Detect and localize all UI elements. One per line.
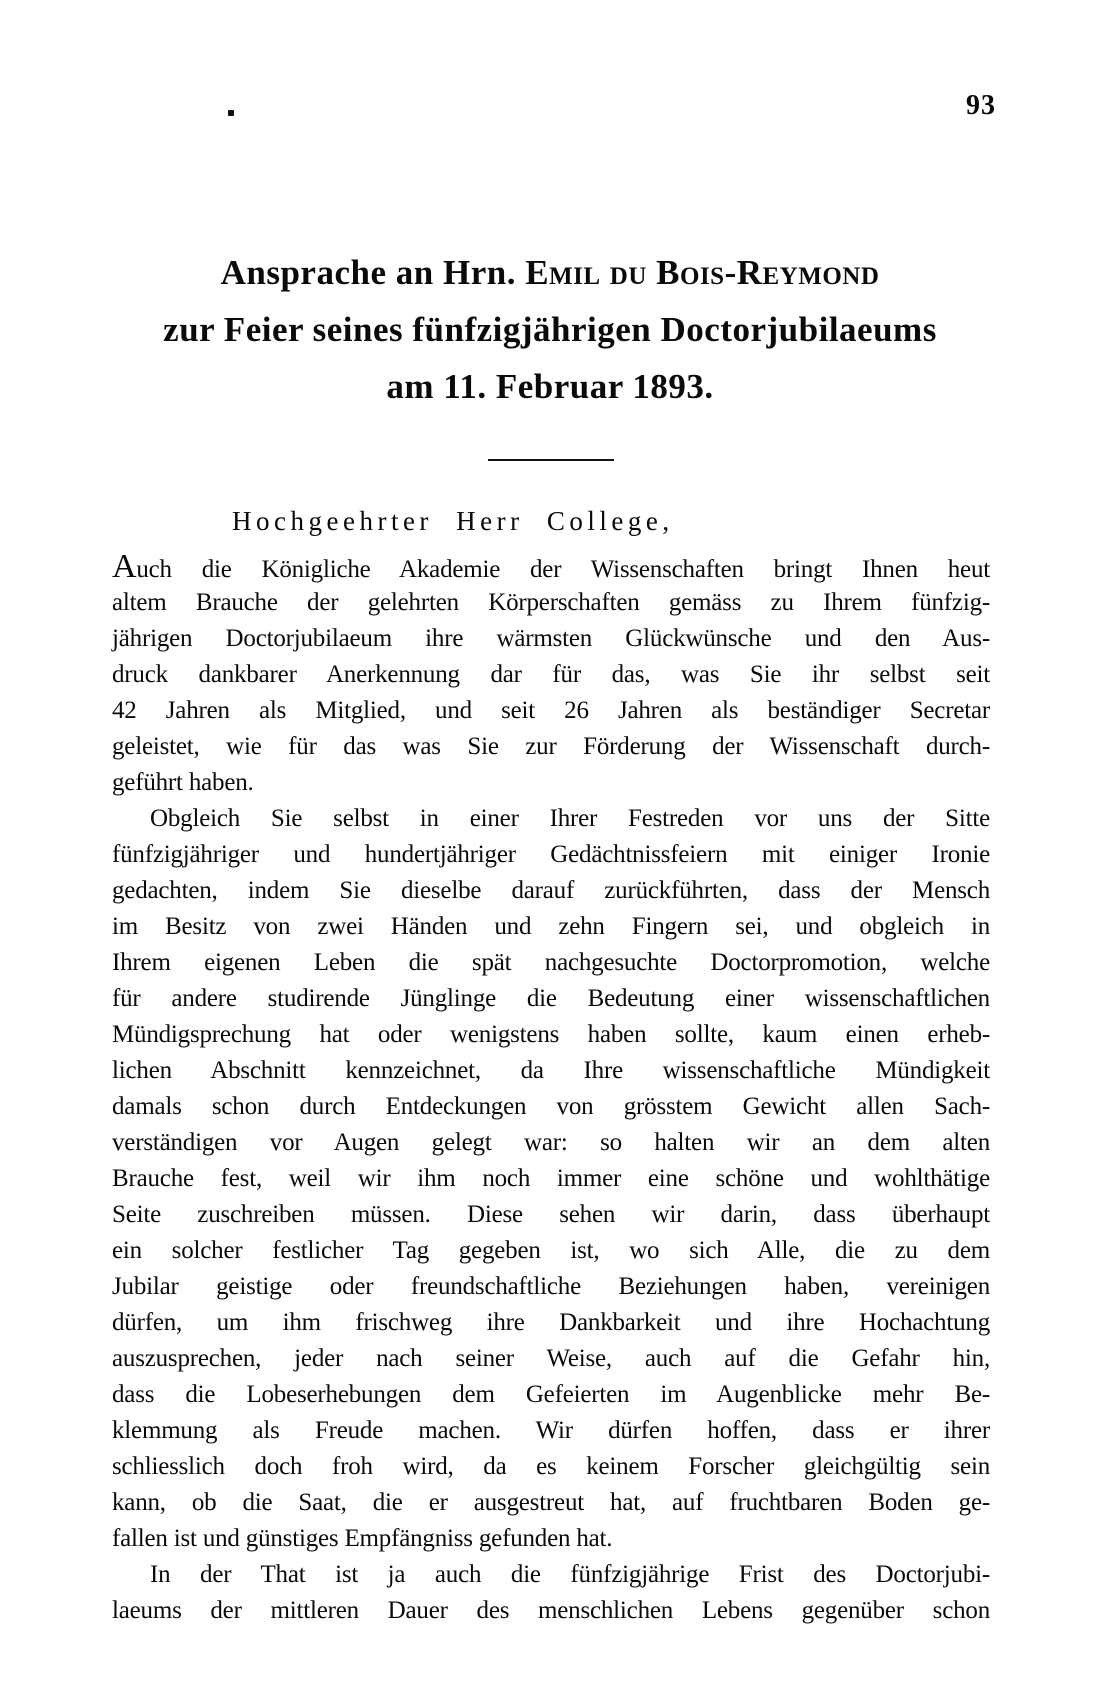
text-line: damals schon durch Entdeckungen von grösstem Gewicht allen Sach- bbox=[112, 1093, 990, 1120]
text-line bbox=[112, 549, 990, 585]
text-line: Obgleich Sie selbst in einer Ihrer Festreden vor uns der Sitte bbox=[150, 805, 990, 832]
text-line: gedachten, indem Sie dieselbe darauf zurückführten, dass der Mensch bbox=[112, 877, 990, 904]
text-line: fünfzigjähriger und hundertjähriger Gedächtnissfeiern mit einiger Ironie bbox=[112, 841, 990, 868]
text-line: dass die Lobeserhebungen dem Gefeierten im Augenblicke mehr Be- bbox=[112, 1381, 990, 1408]
paragraph-2 bbox=[112, 801, 990, 1557]
text-line: geleistet, wie für das was Sie zur Förderung der Wissenschaft durch- bbox=[112, 733, 990, 760]
paragraph-1 bbox=[112, 549, 990, 801]
page-number: 93 bbox=[966, 90, 996, 121]
title-line-1 bbox=[0, 244, 1100, 301]
title-line-1-prefix: Ansprache an Hrn. bbox=[220, 253, 526, 292]
salutation: Hochgeehrter Herr College, bbox=[232, 506, 674, 536]
text-line: Ihrem eigenen Leben die spät nachgesuchte Doctorpromotion, welche bbox=[112, 949, 990, 976]
text-line: dürfen, um ihm frischweg ihre Dankbarkeit und ihre Hochachtung bbox=[112, 1309, 990, 1336]
text-line: altem Brauche der gelehrten Körperschaften gemäss zu Ihrem fünfzig- bbox=[112, 589, 990, 616]
text-line: für andere studirende Jünglinge die Bedeutung einer wissenschaftlichen bbox=[112, 985, 990, 1012]
text-line: 42 Jahren als Mitglied, und seit 26 Jahren als beständiger Secretar bbox=[112, 697, 990, 724]
text-line: Mündigsprechung hat oder wenigstens haben sollte, kaum einen erheb- bbox=[112, 1021, 990, 1048]
paragraph-3 bbox=[112, 1557, 990, 1629]
text-line: kann, ob die Saat, die er ausgestreut hat, auf fruchtbaren Boden ge- bbox=[112, 1489, 990, 1516]
text-line: Jubilar geistige oder freundschaftliche Beziehungen haben, vereinigen bbox=[112, 1273, 990, 1300]
text-line: druck dankbarer Anerkennung dar für das, was Sie ihr selbst seit bbox=[112, 661, 990, 688]
ink-speck-mark bbox=[228, 110, 234, 116]
text-line: auszusprechen, jeder nach seiner Weise, auch auf die Gefahr hin, bbox=[112, 1345, 990, 1372]
text-line: schliesslich doch froh wird, da es keinem Forscher gleichgültig sein bbox=[112, 1453, 990, 1480]
text-line: laeums der mittleren Dauer des menschlichen Lebens gegenüber schon bbox=[112, 1597, 990, 1624]
divider-rule bbox=[488, 459, 614, 461]
title-line-2: zur Feier seines fünfzigjährigen Doctorjubilaeums bbox=[163, 310, 937, 349]
text-line: ein solcher festlicher Tag gegeben ist, wo sich Alle, die zu dem bbox=[112, 1237, 990, 1264]
initial-capital: A bbox=[112, 548, 137, 585]
text-line: fallen ist und günstiges Empfängniss gefunden hat. bbox=[112, 1525, 613, 1552]
text-line-rest: uch die Königliche Akademie der Wissenschaften bringt Ihnen heut bbox=[136, 556, 990, 583]
text-line: jährigen Doctorjubilaeum ihre wärmsten Glückwünsche und den Aus- bbox=[112, 625, 990, 652]
text-line: klemmung als Freude machen. Wir dürfen hoffen, dass er ihrer bbox=[112, 1417, 990, 1444]
text-line: Brauche fest, weil wir ihm noch immer eine schöne und wohlthätige bbox=[112, 1165, 990, 1192]
title-line-1-name: Emil du Bois-Reymond bbox=[525, 253, 880, 292]
text-line: verständigen vor Augen gelegt war: so halten wir an dem alten bbox=[112, 1129, 990, 1156]
text-line: geführt haben. bbox=[112, 769, 254, 796]
text-line: im Besitz von zwei Händen und zehn Fingern sei, und obgleich in bbox=[112, 913, 990, 940]
text-line: In der That ist ja auch die fünfzigjährige Frist des Doctorjubi- bbox=[150, 1561, 990, 1588]
text-line: lichen Abschnitt kennzeichnet, da Ihre wissenschaftliche Mündigkeit bbox=[112, 1057, 990, 1084]
document-title bbox=[0, 244, 1100, 415]
text-line: Seite zuschreiben müssen. Diese sehen wir darin, dass überhaupt bbox=[112, 1201, 990, 1228]
body-text bbox=[112, 549, 990, 1629]
title-line-3: am 11. Februar 1893. bbox=[386, 367, 714, 406]
